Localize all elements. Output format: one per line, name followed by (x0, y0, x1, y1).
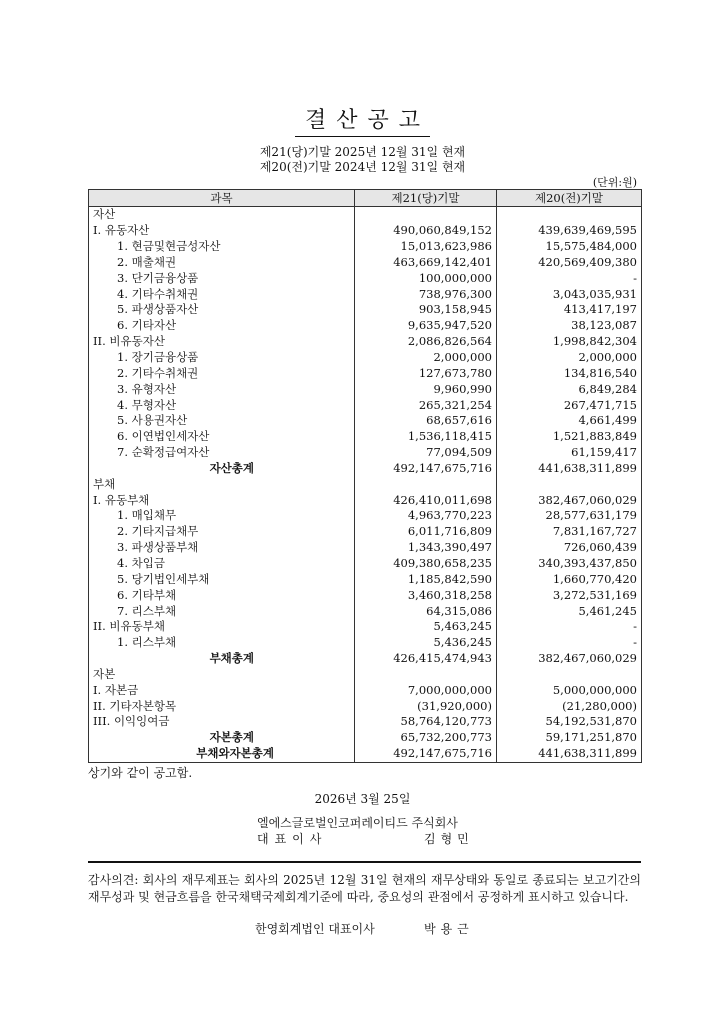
table-row (89, 318, 642, 334)
announcement-note: 상기와 같이 공고함. (88, 766, 193, 780)
table-row (89, 270, 642, 286)
row-label: 4. 차입금 (89, 556, 355, 572)
row-label: I. 자본금 (89, 682, 355, 698)
table-row (89, 381, 642, 397)
row-label: 부채 (89, 476, 355, 492)
table-row (89, 714, 642, 730)
row-value-prior (497, 476, 642, 492)
row-label: 3. 파생상품부채 (89, 540, 355, 556)
row-value-current: 409,380,658,235 (355, 556, 497, 572)
table-row (89, 350, 642, 366)
row-value-current: 738,976,300 (355, 286, 497, 302)
row-value-prior: 439,639,469,595 (497, 223, 642, 239)
row-label: II. 기타자본항목 (89, 698, 355, 714)
row-label: 1. 리스부채 (89, 635, 355, 651)
row-value-prior: - (497, 619, 642, 635)
row-value-current: 903,158,945 (355, 302, 497, 318)
table-body (89, 207, 642, 763)
row-value-current: 1,536,118,415 (355, 429, 497, 445)
table-row (89, 603, 642, 619)
table-row (89, 651, 642, 667)
audit-opinion: 감사의견: 회사의 재무제표는 회사의 2025년 12월 31일 현재의 재무상태와 동일로 종료되는 보고기간의 재무성과 및 현금흐름을 한국채택국제회계기준에 따라, 중요성의 관점에서 공정하게 표시하고 있습니다. (88, 873, 641, 904)
row-label: 3. 단기금융상품 (89, 270, 355, 286)
row-value-current: 2,000,000 (355, 350, 497, 366)
row-value-prior: 441,638,311,899 (497, 746, 642, 762)
row-value-prior: (21,280,000) (497, 698, 642, 714)
row-value-current: 5,463,245 (355, 619, 497, 635)
row-value-prior (497, 207, 642, 223)
row-value-current: (31,920,000) (355, 698, 497, 714)
row-value-current: 7,000,000,000 (355, 682, 497, 698)
row-value-prior: 2,000,000 (497, 350, 642, 366)
row-label: 자산 (89, 207, 355, 223)
page-title: 결산공고 (0, 103, 725, 134)
table-row (89, 223, 642, 239)
announcement-date: 2026년 3월 25일 (314, 792, 411, 806)
row-value-prior: 5,000,000,000 (497, 682, 642, 698)
table-row (89, 429, 642, 445)
row-value-prior: 7,831,167,727 (497, 524, 642, 540)
row-value-prior: 1,660,770,420 (497, 571, 642, 587)
row-value-prior: 1,521,883,849 (497, 429, 642, 445)
row-value-prior: - (497, 270, 642, 286)
table-row (89, 635, 642, 651)
table-row (89, 508, 642, 524)
row-value-current: 3,460,318,258 (355, 587, 497, 603)
row-value-prior: - (497, 635, 642, 651)
row-label: III. 이익잉여금 (89, 714, 355, 730)
row-value-prior: 413,417,197 (497, 302, 642, 318)
row-label: 자본 (89, 666, 355, 682)
row-value-prior: 267,471,715 (497, 397, 642, 413)
row-value-current (355, 207, 497, 223)
row-label: 자산총계 (89, 461, 355, 477)
row-value-current: 492,147,675,716 (355, 746, 497, 762)
row-value-current: 6,011,716,809 (355, 524, 497, 540)
table-row (89, 587, 642, 603)
row-label: 7. 순확정급여자산 (89, 445, 355, 461)
row-label: 자본총계 (89, 730, 355, 746)
row-label: I. 유동부채 (89, 492, 355, 508)
row-label: 부채와자본총계 (89, 746, 355, 762)
row-value-current: 426,415,474,943 (355, 651, 497, 667)
row-value-prior: 54,192,531,870 (497, 714, 642, 730)
table-row (89, 524, 642, 540)
row-value-current: 490,060,849,152 (355, 223, 497, 239)
representative-title: 대표이사 (257, 832, 328, 846)
row-value-prior: 441,638,311,899 (497, 461, 642, 477)
row-label: 부채총계 (89, 651, 355, 667)
table-row (89, 698, 642, 714)
header-current: 제21(당)기말 (355, 190, 497, 207)
period-prior: 제20(전)기말 2024년 12월 31일 현재 (259, 160, 466, 174)
row-value-prior: 6,849,284 (497, 381, 642, 397)
table-row (89, 255, 642, 271)
auditor-firm: 한영회계법인 대표이사 (255, 922, 375, 936)
row-value-current: 65,732,200,773 (355, 730, 497, 746)
row-label: 6. 이연법인세자산 (89, 429, 355, 445)
balance-sheet-table (88, 189, 642, 763)
row-label: 5. 당기법인세부채 (89, 571, 355, 587)
row-value-current: 77,094,509 (355, 445, 497, 461)
row-label: 5. 파생상품자산 (89, 302, 355, 318)
row-label: 2. 기타지급채무 (89, 524, 355, 540)
table-row (89, 302, 642, 318)
row-value-current: 100,000,000 (355, 270, 497, 286)
table-row (89, 445, 642, 461)
row-value-current: 68,657,616 (355, 413, 497, 429)
table-row (89, 365, 642, 381)
row-value-current: 58,764,120,773 (355, 714, 497, 730)
row-value-current (355, 666, 497, 682)
period-current: 제21(당)기말 2025년 12월 31일 현재 (259, 145, 466, 159)
row-value-current: 15,013,623,986 (355, 239, 497, 255)
row-label: 2. 기타수취채권 (89, 365, 355, 381)
row-value-prior: 340,393,437,850 (497, 556, 642, 572)
table-row (89, 682, 642, 698)
header-account: 과목 (89, 190, 355, 207)
row-value-prior: 61,159,417 (497, 445, 642, 461)
row-label: II. 비유동자산 (89, 334, 355, 350)
table-row (89, 397, 642, 413)
divider (88, 861, 641, 863)
representative-name: 김형민 (424, 832, 474, 846)
table-row (89, 666, 642, 682)
table-row (89, 556, 642, 572)
row-label: 6. 기타부채 (89, 587, 355, 603)
table-row (89, 476, 642, 492)
row-value-current: 1,185,842,590 (355, 571, 497, 587)
row-value-current: 1,343,390,497 (355, 540, 497, 556)
row-value-prior: 726,060,439 (497, 540, 642, 556)
company-name: 엘에스글로벌인코퍼레이티드 주식회사 (257, 816, 458, 830)
row-value-current: 265,321,254 (355, 397, 497, 413)
row-label: I. 유동자산 (89, 223, 355, 239)
row-value-current: 4,963,770,223 (355, 508, 497, 524)
row-label: 7. 리스부채 (89, 603, 355, 619)
row-value-prior: 3,043,035,931 (497, 286, 642, 302)
table-row (89, 239, 642, 255)
row-value-prior: 28,577,631,179 (497, 508, 642, 524)
row-value-current (355, 476, 497, 492)
row-value-prior: 1,998,842,304 (497, 334, 642, 350)
row-value-prior: 420,569,409,380 (497, 255, 642, 271)
row-value-current: 426,410,011,698 (355, 492, 497, 508)
row-label: 1. 장기금융상품 (89, 350, 355, 366)
row-label: II. 비유동부채 (89, 619, 355, 635)
row-value-prior: 3,272,531,169 (497, 587, 642, 603)
row-label: 4. 기타수취채권 (89, 286, 355, 302)
row-value-prior: 382,467,060,029 (497, 651, 642, 667)
table-row (89, 207, 642, 223)
row-value-current: 2,086,826,564 (355, 334, 497, 350)
row-value-current: 492,147,675,716 (355, 461, 497, 477)
table-row (89, 413, 642, 429)
row-label: 5. 사용권자산 (89, 413, 355, 429)
table-row (89, 730, 642, 746)
row-label: 3. 유형자산 (89, 381, 355, 397)
table-row (89, 461, 642, 477)
table-row (89, 746, 642, 762)
auditor-name: 박용근 (424, 922, 474, 936)
table-header-row (89, 190, 642, 207)
table-row (89, 286, 642, 302)
table-row (89, 492, 642, 508)
row-value-current: 127,673,780 (355, 365, 497, 381)
row-value-prior: 59,171,251,870 (497, 730, 642, 746)
unit-label: (단위:원) (592, 176, 637, 189)
row-label: 1. 현금및현금성자산 (89, 239, 355, 255)
row-value-prior: 15,575,484,000 (497, 239, 642, 255)
table-row (89, 619, 642, 635)
row-value-current: 9,635,947,520 (355, 318, 497, 334)
table-row (89, 540, 642, 556)
table-row (89, 334, 642, 350)
row-value-current: 463,669,142,401 (355, 255, 497, 271)
row-value-prior: 38,123,087 (497, 318, 642, 334)
row-label: 1. 매입채무 (89, 508, 355, 524)
row-value-current: 5,436,245 (355, 635, 497, 651)
row-value-current: 9,960,990 (355, 381, 497, 397)
row-label: 4. 무형자산 (89, 397, 355, 413)
row-value-prior (497, 666, 642, 682)
row-value-prior: 382,467,060,029 (497, 492, 642, 508)
row-label: 2. 매출채권 (89, 255, 355, 271)
row-value-prior: 4,661,499 (497, 413, 642, 429)
row-label: 6. 기타자산 (89, 318, 355, 334)
header-prior: 제20(전)기말 (497, 190, 642, 207)
row-value-prior: 134,816,540 (497, 365, 642, 381)
row-value-prior: 5,461,245 (497, 603, 642, 619)
row-value-current: 64,315,086 (355, 603, 497, 619)
table-row (89, 571, 642, 587)
